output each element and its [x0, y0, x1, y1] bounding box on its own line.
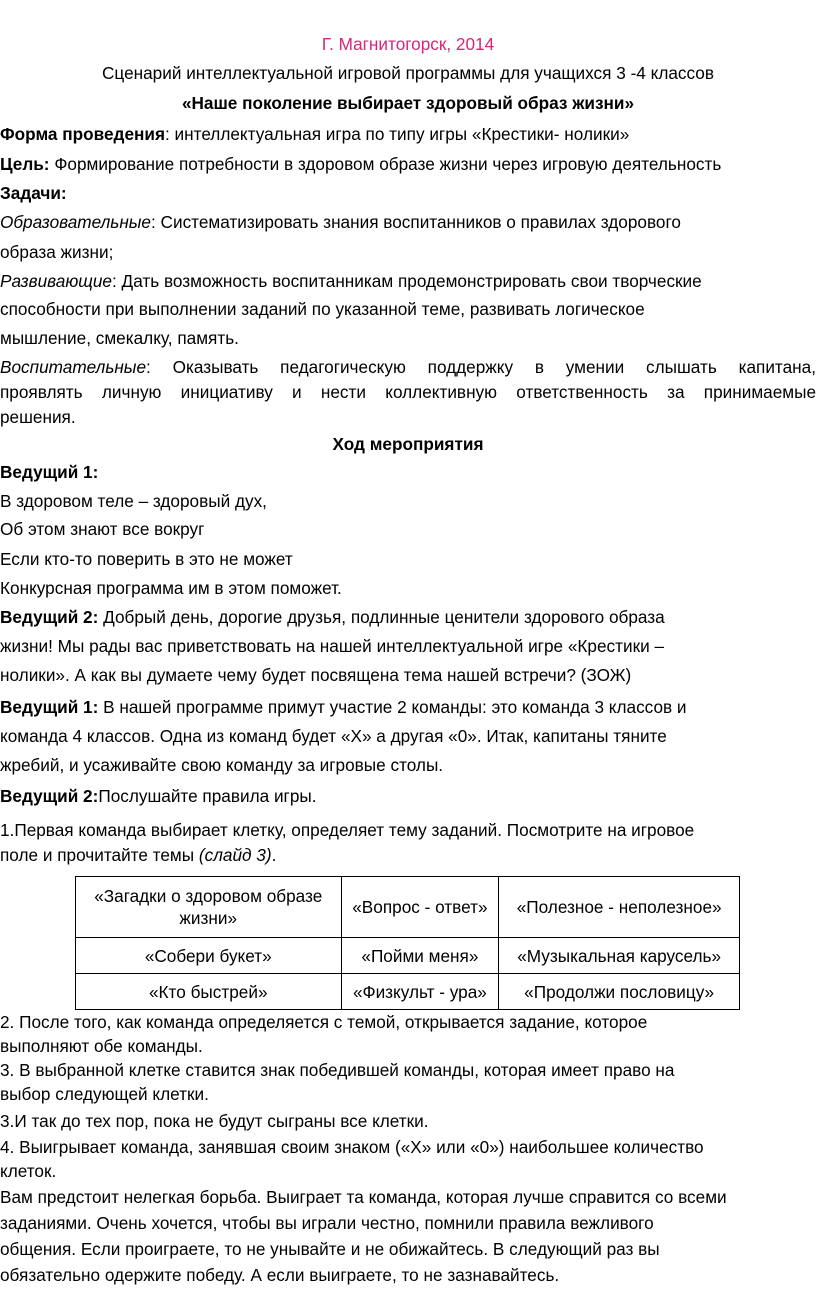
host1b-line-2: команда 4 классов. Одна из команд будет «Х» а другая «0». Итак, капитаны тяните [0, 726, 667, 746]
edu-label: Образовательные [0, 212, 151, 232]
edu-text: : Систематизировать знания воспитанников о правилах здорового [151, 212, 681, 232]
rules-line-10: общения. Если проиграете, то не унывайте и не обижайтесь. В следующий раз вы [0, 1239, 660, 1259]
rule1-line-2 [0, 844, 816, 866]
table-row [76, 877, 740, 938]
table-cell: «Продолжи пословицу» [499, 974, 740, 1010]
rules-line-9: заданиями. Очень хочется, чтобы вы играли честно, помнили правила вежливого [0, 1213, 654, 1233]
dev-task-line-3: мышление, смекалку, память. [0, 328, 239, 348]
host1b-line-3: жребий, и усаживайте свою команду за игровые столы. [0, 755, 444, 775]
host2b-text: Послушайте правила игры. [98, 786, 317, 806]
table-cell: «Кто быстрей» [76, 974, 342, 1010]
table-cell: «Полезное - неполезное» [499, 877, 740, 938]
rules-line-8: Вам предстоит нелегкая борьба. Выиграет та команда, которая лучше справится со всеми [0, 1187, 727, 1207]
rules-line-7: клеток. [0, 1161, 57, 1181]
host1-label: Ведущий 1: [0, 462, 99, 482]
game-topics-table [75, 876, 740, 1010]
host1b-line-1 [0, 696, 816, 718]
host2b-label: Ведущий 2: [0, 786, 99, 806]
dev-label: Развивающие [0, 271, 112, 291]
table-cell: «Пойми меня» [341, 938, 499, 974]
poem-line-3: Если кто-то поверить в это не может [0, 549, 293, 569]
upbringing-label: Воспитательные [0, 357, 147, 377]
edu-task-line-2: образа жизни; [0, 242, 114, 262]
rules-line-2: выполняют обе команды. [0, 1036, 203, 1056]
host2-line-1 [0, 606, 816, 628]
rules-line-11: обязательно одержите победу. А если выиграете, то не зазнавайтесь. [0, 1265, 560, 1285]
table-cell: «Собери букет» [76, 938, 342, 974]
table-cell: «Вопрос - ответ» [341, 877, 499, 938]
rules-line-4: выбор следующей клетки. [0, 1084, 209, 1104]
edu-task-line-1 [0, 211, 816, 233]
rule1-period: . [271, 845, 277, 865]
tasks-label: Задачи: [0, 183, 67, 203]
host2-line-3: нолики». А как вы думаете чему будет посвящена тема нашей встречи? (ЗОЖ) [0, 665, 632, 685]
slide-reference: (слайд 3) [198, 845, 272, 865]
rules-line-6: 4. Выигрывает команда, занявшая своим знаком («Х» или «0») наибольшее количество [0, 1137, 704, 1157]
dev-text: : Дать возможность воспитанникам продемонстрировать свои творческие [112, 271, 702, 291]
rules-line-3: 3. В выбранной клетке ставится знак победившей команды, которая имеет право на [0, 1060, 675, 1080]
rule1-text: поле и прочитайте темы [0, 845, 199, 865]
rules-line-1: 2. После того, как команда определяется с темой, открывается задание, которое [0, 1012, 648, 1032]
host1b-text: В нашей программе примут участие 2 команды: это команда 3 классов и [98, 697, 687, 717]
rules-line-5: 3.И так до тех пор, пока не будут сыграны все клетки. [0, 1111, 429, 1131]
upbringing-task-line-2: проявлять личную инициативу и нести коллективную ответственность за принимаемые [0, 382, 816, 402]
host1b-label: Ведущий 1: [0, 697, 99, 717]
poem-line-4: Конкурсная программа им в этом поможет. [0, 578, 342, 598]
document-title: «Наше поколение выбирает здоровый образ жизни» [181, 93, 635, 113]
city-year: Г. Магнитогорск, 2014 [321, 34, 495, 54]
poem-line-2: Об этом знают все вокруг [0, 519, 205, 539]
form-line [0, 123, 816, 145]
host2b-line [0, 785, 816, 807]
rule1-line-1: 1.Первая команда выбирает клетку, определяет тему заданий. Посмотрите на игровое [0, 820, 695, 840]
scenario-subtitle: Сценарий интеллектуальной игровой программы для учащихся 3 -4 классов [102, 63, 714, 83]
upbringing-task-line-3: решения. [0, 407, 76, 427]
table-cell: «Физкульт - ура» [341, 974, 499, 1010]
event-heading: Ход мероприятия [332, 434, 484, 454]
host2-label: Ведущий 2: [0, 607, 99, 627]
goal-text: Формирование потребности в здоровом образе жизни через игровую деятельность [49, 154, 722, 174]
table-cell: «Загадки о здоровом образе жизни» [76, 877, 342, 938]
table-cell: «Музыкальная карусель» [499, 938, 740, 974]
table-row [76, 974, 740, 1010]
dev-task-line-1 [0, 270, 816, 292]
upbringing-task-line-1 [0, 356, 816, 378]
upbringing-text: : Оказывать педагогическую поддержку в умении слышать капитана, [146, 357, 816, 377]
goal-label: Цель: [0, 154, 50, 174]
dev-task-line-2: способности при выполнении заданий по указанной теме, развивать логическое [0, 299, 645, 319]
goal-line [0, 153, 816, 175]
form-label: Форма проведения [0, 124, 165, 144]
poem-line-1: В здоровом теле – здоровый дух, [0, 491, 267, 511]
host2-text: Добрый день, дорогие друзья, подлинные ценители здорового образа [98, 607, 665, 627]
table-row [76, 938, 740, 974]
host2-line-2: жизни! Мы рады вас приветствовать на нашей интеллектуальной игре «Крестики – [0, 636, 665, 656]
form-text: : интеллектуальная игра по типу игры «Крестики- нолики» [165, 124, 630, 144]
